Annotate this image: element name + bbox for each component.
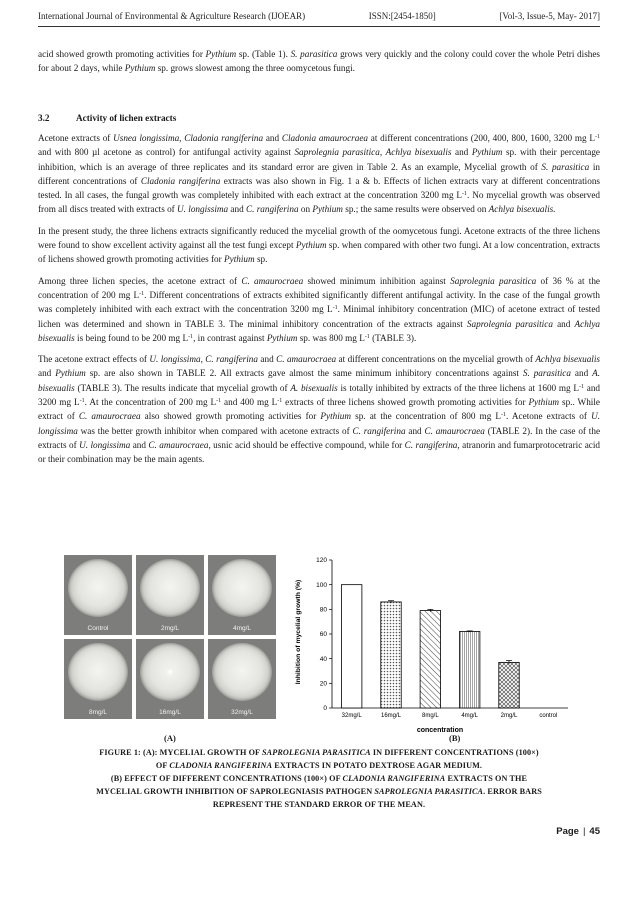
petri-dish (212, 643, 272, 701)
chart-bars (341, 585, 519, 708)
plate-label: 2mg/L (160, 625, 180, 632)
petri-dish (140, 559, 200, 617)
fungal-colony (165, 667, 175, 677)
chart-y-tick-label: 120 (316, 557, 327, 565)
page-number: 45 (589, 826, 600, 837)
header-rule (38, 26, 600, 27)
chart-y-axis-label: Inhibition of mycelial growth (%) (295, 579, 302, 685)
chart-x-tick-label: 4mg/L (461, 713, 479, 719)
page-footer: Page | 45 (556, 826, 600, 837)
plate-label: 32mg/L (231, 709, 253, 716)
section-title: Activity of lichen extracts (76, 113, 177, 123)
paragraph-3: Among three lichen species, the acetone extract of C. amaurocraea showed minimum inhibition against Saprolegnia parasitica of 36 % at the concentration of 200 mg $L^{-1}$. Different concentrations of extracts exhibited significantly different antifungal activity. In the case of the fungal growth was completely inhibited with each extract with the concentration 3200 mg $L^{-1}$. Minimal inhibitory concentration (MIC) of acetone extract of tested lichen was determined and shown in TABLE 3. The minimal inhibitory concentration of the extracts against Saprolegnia parasitica and Achlya bisexualis is being found to be 200 mg $L^{-1}$, in contrast against Pythium sp. was 800 mg $L^{-1}$ (TABLE 3). (38, 275, 601, 343)
caption-line: (B) EFFECT OF DIFFERENT CONCENTRATIONS (100×) OF CLADONIA RANGIFERINA EXTRACTS ON THE (110, 774, 528, 783)
caption-line: FIGURE 1: (A): MYCELIAL GROWTH OF SAPROLEGNIA PARASITICA IN DIFFERENT CONCENTRATIONS (100×) (99, 748, 539, 757)
caption-line: OF CLADONIA RANGIFERINA EXTRACTS IN POTATO DEXTROSE AGAR MEDIUM. (155, 761, 483, 770)
plate-label: 4mg/L (232, 625, 252, 632)
plate-label: 8mg/L (88, 709, 108, 716)
figure-a-petri-photos (64, 555, 276, 730)
chart-bar (459, 632, 479, 708)
chart-bar (341, 585, 361, 708)
caption-line: MYCELIAL GROWTH INHIBITION OF SAPROLEGNIASIS PATHOGEN SAPROLEGNIA PARASITICA. ERROR BARS (96, 787, 542, 796)
paragraph-1: Acetone extracts of Usnea longissima, Cladonia rangiferina and Cladonia amaurocraea at different concentrations (200, 400, 800, 1600, 3200 mg $L^{-1}$ and with 800 µl acetone as control) for antifungal activity against Saprolegnia parasitica, Achlya bisexualis and Pythium sp. with their percentage inhibition, which is an average of three replicates and its standard error are given in Table 2. As an example, Mycelial growth of S. parasitica in different concentrations of Cladonia rangiferina extracts was also shown in Fig. 1 a & b. Effects of lichen extracts vary at different concentrations tested. In all cases, the fungal growth was completely inhibited with each extract at the concentration 3200 mg $L^{-1}$. No mycelial growth was observed from all discs treated with extracts of U. longissima and C. rangiferina on Pythium sp.; the same results were observed on Achlya bisexualis. (38, 133, 601, 215)
paragraph-4: The acetone extract effects of U. longissima, C. rangiferina and C. amaurocraea at different concentrations on the mycelial growth of Achlya bisexualis and Pythium sp. are also shown in TABLE 2. All extracts gave almost the same minimum inhibitory concentrations against S. parasitica and A. bisexualis (TABLE 3). The results indicate that mycelial growth of A. bisexualis is totally inhibited by extracts of the three lichens at 1600 mg $L^{-1}$ and 3200 mg $L^{-1}$. At the concentration of 200 mg $L^{-1}$ and 400 mg $L^{-1}$ extracts of three lichens showed growth promoting activities for Pythium sp.. While extract of C. amaurocraea also showed growth promoting activities for Pythium sp. at the concentration of 800 mg $L^{-1}$. Acetone extracts of U. longissima was the better growth inhibitor when compared with acetone extracts of C. rangiferina and C. amaurocraea (TABLE 2). In the case of the extracts of U. longissima and C. amaurocraea, usnic acid should be effective compound, while for C. rangiferina, atranorin and fumarprotocetraric acid or their combination may be the main agents. (38, 354, 601, 465)
chart-bar (499, 662, 519, 708)
figure-label-a: (A) (164, 733, 176, 743)
intro-paragraph: acid showed growth promoting activities for Pythium sp. (Table 1). S. parasitica grows very quickly and the colony could cover the whole Petri dishes for about 2 days, while Pythium sp. grows slowest among the three oomycetous fungi. (38, 49, 601, 74)
petri-plate (208, 555, 276, 635)
paragraph-2: In the present study, the three lichens extracts significantly reduced the mycelial growth of the oomycetous fungi. Acetone extracts of the three lichens were found to show excellent activity against all the test fungi except Pythium sp. when compared with other two fungi. At a low concentration, extracts of lichens showed growth promoting activities for Pythium sp. (38, 225, 600, 265)
journal-title: International Journal of Environmental & Agriculture Research (IJOEAR) (38, 11, 306, 21)
chart-x-tick-label: 16mg/L (380, 713, 402, 719)
petri-plate (136, 639, 204, 719)
petri-dish (68, 559, 128, 617)
chart-x-tick-label: control (539, 713, 558, 719)
volume-issue: [Vol-3, Issue-5, May- 2017] (499, 11, 600, 21)
petri-plate (64, 639, 132, 719)
chart-y-tick-label: 60 (319, 631, 327, 639)
chart-x-tick-label: 32mg/L (341, 713, 362, 719)
chart-x-tick-label: 2mg/L (500, 713, 518, 719)
chart-y-tick-label: 80 (319, 606, 327, 614)
running-header (38, 8, 600, 24)
figure-b-bar-chart (290, 550, 580, 735)
petri-plate (136, 555, 204, 635)
caption-line: REPRESENT THE STANDARD ERROR OF THE MEAN. (212, 800, 426, 809)
chart-bar (420, 611, 440, 708)
section-number: 3.2 (38, 113, 50, 123)
section-heading (38, 113, 176, 123)
chart-y-tick-label: 40 (319, 655, 327, 663)
plate-label: Control (87, 625, 109, 632)
chart-y-tick-label: 0 (323, 705, 327, 713)
chart-x-tick-label: 8mg/L (421, 713, 439, 719)
petri-dish (68, 643, 128, 701)
plate-label: 16mg/L (159, 709, 181, 716)
chart-x-axis-label: concentration (416, 727, 464, 734)
chart-y-tick-label: 100 (316, 581, 327, 589)
chart-y-tick-label: 20 (319, 680, 327, 688)
petri-plate (208, 639, 276, 719)
figure-caption (38, 746, 600, 811)
petri-plate (64, 555, 132, 635)
figure-label-b: (B) (449, 733, 461, 743)
page-label: Page (556, 826, 579, 837)
petri-dish (212, 559, 272, 617)
body-paragraphs (38, 131, 600, 474)
issn: ISSN:[2454-1850] (368, 11, 436, 21)
chart-bar (381, 602, 401, 708)
